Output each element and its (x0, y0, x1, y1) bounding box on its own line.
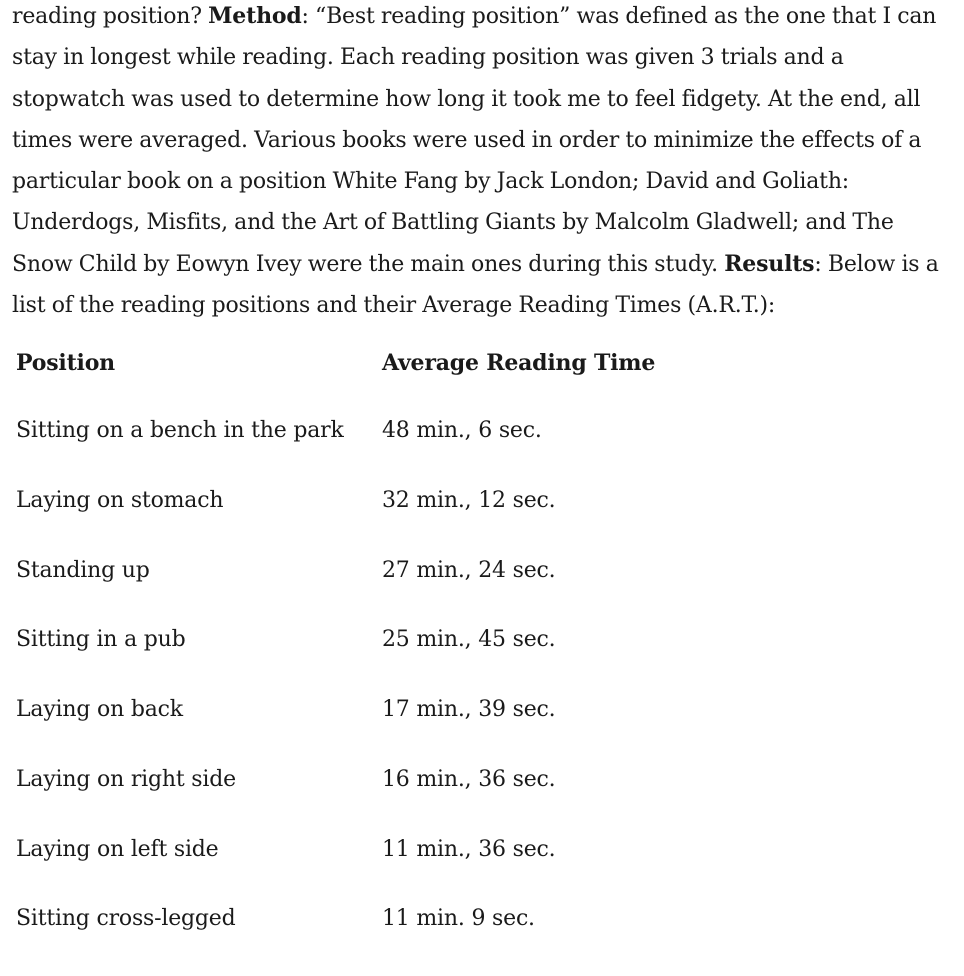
method-text: : “Best reading position” was defined as the one that I can stay in longest while reading. Each reading position was given 3 trials and a stopwatch was used to determine how long it took me to feel fidgety. At the end, all times were averaged. Various books were used in order to minimize the effects of a particular book on a position White Fang by Jack London; David and Goliath: Underdogs, Misfits, and the Art of Battling Giants by Malcolm Gladwell; and The Snow Child by Eowyn Ivey were the main ones during this study. (12, 4, 937, 277)
time-column-header: Average Reading Time (382, 350, 656, 377)
position-cell: Sitting on a bench in the park (16, 418, 344, 444)
method-label: Method (208, 3, 302, 29)
time-cell: 32 min., 12 sec. (382, 488, 556, 514)
time-cell: 25 min., 45 sec. (382, 627, 556, 653)
table-header-row (12, 338, 659, 418)
table-row (12, 558, 659, 628)
reading-times-table (12, 338, 659, 976)
table-row (12, 488, 659, 558)
table-row (12, 418, 659, 488)
table-row (12, 697, 659, 767)
results-label: Results (724, 250, 815, 277)
position-cell: Laying on left side (16, 836, 219, 862)
table-row (12, 627, 659, 697)
results-text: : Below is a list of the reading positions and their Average Reading Times (A.R.T.): (12, 251, 939, 319)
method-paragraph (12, 0, 952, 326)
time-cell: 11 min. 9 sec. (382, 906, 535, 932)
question-tail-text: reading position? (12, 4, 209, 29)
position-column-header: Position (16, 350, 115, 377)
position-cell: Sitting cross-legged (16, 906, 236, 932)
time-cell: 16 min., 36 sec. (382, 766, 556, 792)
position-cell: Sitting in a pub (16, 627, 186, 653)
table-row (12, 906, 659, 976)
position-cell: Laying on stomach (16, 488, 224, 514)
position-cell: Laying on right side (16, 766, 236, 792)
table-row (12, 837, 659, 907)
article-body (12, 0, 952, 976)
position-cell: Laying on back (16, 697, 183, 723)
time-cell: 27 min., 24 sec. (382, 557, 556, 583)
time-cell: 48 min., 6 sec. (382, 418, 542, 444)
time-cell: 17 min., 39 sec. (382, 697, 556, 723)
table-row (12, 767, 659, 837)
time-cell: 11 min., 36 sec. (382, 836, 556, 862)
position-cell: Standing up (16, 557, 150, 583)
